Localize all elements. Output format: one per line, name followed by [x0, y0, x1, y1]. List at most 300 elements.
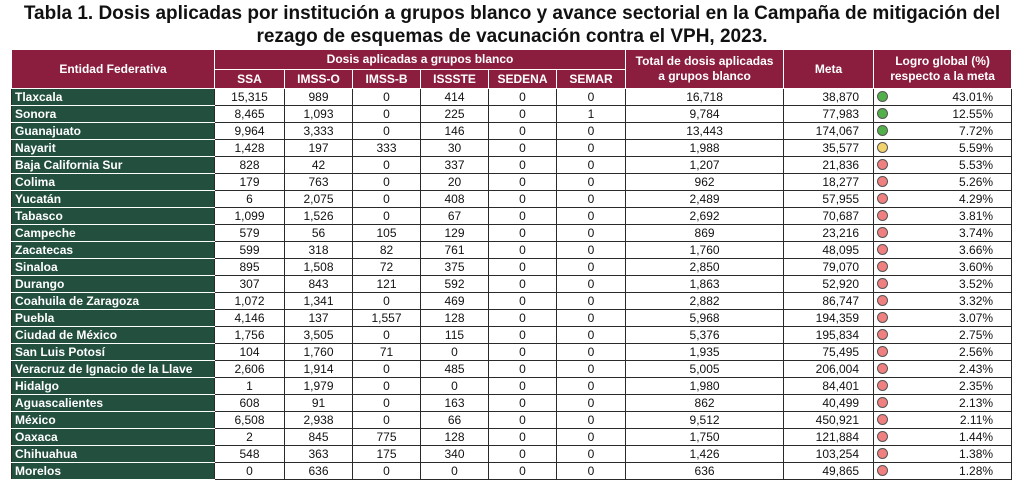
table-row [12, 191, 1012, 208]
meta-cell: 86,747 [784, 293, 874, 310]
status-dot-icon [877, 125, 888, 136]
imss-b-cell: 72 [353, 259, 421, 276]
meta-cell: 21,836 [784, 157, 874, 174]
ssa-cell: 1 [215, 378, 285, 395]
logro-cell [874, 412, 1012, 429]
ssa-cell: 6 [215, 191, 285, 208]
header-logro [874, 50, 1012, 89]
imss-o-cell: 91 [285, 395, 353, 412]
ssa-cell: 1,756 [215, 327, 285, 344]
header-ssa: SSA [215, 70, 285, 89]
ssa-cell: 548 [215, 446, 285, 463]
issste-cell: 337 [421, 157, 489, 174]
status-dot-icon [877, 346, 888, 357]
status-dot-icon [877, 295, 888, 306]
imss-b-cell: 121 [353, 276, 421, 293]
semar-cell: 0 [557, 327, 626, 344]
table-row [12, 395, 1012, 412]
ssa-cell: 307 [215, 276, 285, 293]
ssa-cell: 2 [215, 429, 285, 446]
table-row [12, 412, 1012, 429]
status-dot-icon [877, 176, 888, 187]
imss-b-cell: 0 [353, 395, 421, 412]
semar-cell: 0 [557, 446, 626, 463]
meta-cell: 174,067 [784, 123, 874, 140]
imss-b-cell: 0 [353, 89, 421, 106]
issste-cell: 146 [421, 123, 489, 140]
imss-o-cell: 763 [285, 174, 353, 191]
entidad-cell: Morelos [12, 463, 215, 480]
logro-cell [874, 123, 1012, 140]
semar-cell: 0 [557, 208, 626, 225]
logro-cell [874, 429, 1012, 446]
logro-value: 5.26% [959, 175, 994, 189]
header-entidad: Entidad Federativa [12, 50, 215, 89]
total-cell: 2,850 [626, 259, 784, 276]
logro-value: 5.53% [959, 158, 994, 172]
imss-b-cell: 0 [353, 191, 421, 208]
issste-cell: 761 [421, 242, 489, 259]
semar-cell: 0 [557, 191, 626, 208]
semar-cell: 0 [557, 174, 626, 191]
sedena-cell: 0 [489, 140, 557, 157]
semar-cell: 0 [557, 276, 626, 293]
entidad-cell: Tabasco [12, 208, 215, 225]
status-dot-icon [877, 159, 888, 170]
header-imss-o: IMSS-O [285, 70, 353, 89]
imss-o-cell: 1,979 [285, 378, 353, 395]
imss-o-cell: 56 [285, 225, 353, 242]
entidad-cell: Chihuahua [12, 446, 215, 463]
semar-cell: 0 [557, 242, 626, 259]
title-line-1: Tabla 1. Dosis aplicadas por institución a grupos blanco y avance sectorial en la Campaña de mitigación del [23, 3, 1001, 24]
ssa-cell: 0 [215, 463, 285, 480]
entidad-cell: México [12, 412, 215, 429]
table-row [12, 89, 1012, 106]
imss-b-cell: 0 [353, 327, 421, 344]
total-cell: 5,376 [626, 327, 784, 344]
status-dot-icon [877, 312, 888, 323]
logro-cell [874, 157, 1012, 174]
logro-cell [874, 208, 1012, 225]
entidad-cell: Aguascalientes [12, 395, 215, 412]
entidad-cell: Veracruz de Ignacio de la Llave [12, 361, 215, 378]
issste-cell: 0 [421, 463, 489, 480]
imss-b-cell: 0 [353, 157, 421, 174]
header-imss-b: IMSS-B [353, 70, 421, 89]
logro-cell [874, 293, 1012, 310]
imss-o-cell: 843 [285, 276, 353, 293]
total-cell: 2,882 [626, 293, 784, 310]
total-cell: 862 [626, 395, 784, 412]
status-dot-icon [877, 142, 888, 153]
imss-o-cell: 989 [285, 89, 353, 106]
logro-value: 3.52% [959, 277, 994, 291]
total-cell: 636 [626, 463, 784, 480]
meta-cell: 35,577 [784, 140, 874, 157]
table-row [12, 259, 1012, 276]
sedena-cell: 0 [489, 208, 557, 225]
semar-cell: 0 [557, 395, 626, 412]
meta-cell: 79,070 [784, 259, 874, 276]
issste-cell: 225 [421, 106, 489, 123]
sedena-cell: 0 [489, 225, 557, 242]
logro-value: 2.35% [959, 379, 994, 393]
issste-cell: 129 [421, 225, 489, 242]
status-dot-icon [877, 363, 888, 374]
logro-cell [874, 174, 1012, 191]
logro-cell [874, 242, 1012, 259]
semar-cell: 0 [557, 225, 626, 242]
issste-cell: 128 [421, 310, 489, 327]
issste-cell: 115 [421, 327, 489, 344]
table-row [12, 446, 1012, 463]
imss-o-cell: 363 [285, 446, 353, 463]
entidad-cell: Campeche [12, 225, 215, 242]
logro-value: 3.66% [959, 243, 994, 257]
issste-cell: 375 [421, 259, 489, 276]
imss-o-cell: 2,938 [285, 412, 353, 429]
total-cell: 1,980 [626, 378, 784, 395]
issste-cell: 592 [421, 276, 489, 293]
meta-cell: 75,495 [784, 344, 874, 361]
entidad-cell: Guanajuato [12, 123, 215, 140]
imss-b-cell: 105 [353, 225, 421, 242]
table-row [12, 140, 1012, 157]
status-dot-icon [877, 261, 888, 272]
entidad-cell: Coahuila de Zaragoza [12, 293, 215, 310]
imss-o-cell: 845 [285, 429, 353, 446]
semar-cell: 0 [557, 378, 626, 395]
logro-value: 2.43% [959, 362, 994, 376]
table-row [12, 293, 1012, 310]
sedena-cell: 0 [489, 174, 557, 191]
sedena-cell: 0 [489, 395, 557, 412]
semar-cell: 0 [557, 89, 626, 106]
header-total-line1: Total de dosis aplicadas [635, 54, 774, 68]
ssa-cell: 9,964 [215, 123, 285, 140]
logro-cell [874, 327, 1012, 344]
entidad-cell: Hidalgo [12, 378, 215, 395]
status-dot-icon [877, 227, 888, 238]
ssa-cell: 6,508 [215, 412, 285, 429]
total-cell: 2,692 [626, 208, 784, 225]
total-cell: 16,718 [626, 89, 784, 106]
meta-cell: 49,865 [784, 463, 874, 480]
total-cell: 2,489 [626, 191, 784, 208]
meta-cell: 48,095 [784, 242, 874, 259]
entidad-cell: Sinaloa [12, 259, 215, 276]
title-line-2: rezago de esquemas de vacunación contra el VPH, 2023. [256, 26, 768, 47]
imss-o-cell: 1,914 [285, 361, 353, 378]
vaccination-table [11, 49, 1012, 480]
imss-b-cell: 71 [353, 344, 421, 361]
sedena-cell: 0 [489, 242, 557, 259]
meta-cell: 52,920 [784, 276, 874, 293]
issste-cell: 128 [421, 429, 489, 446]
issste-cell: 66 [421, 412, 489, 429]
logro-cell [874, 344, 1012, 361]
ssa-cell: 1,072 [215, 293, 285, 310]
table-row [12, 361, 1012, 378]
meta-cell: 195,834 [784, 327, 874, 344]
entidad-cell: San Luis Potosí [12, 344, 215, 361]
imss-b-cell: 0 [353, 293, 421, 310]
imss-o-cell: 3,333 [285, 123, 353, 140]
imss-o-cell: 318 [285, 242, 353, 259]
table-title [0, 0, 1024, 47]
total-cell: 1,935 [626, 344, 784, 361]
sedena-cell: 0 [489, 191, 557, 208]
status-dot-icon [877, 414, 888, 425]
status-dot-icon [877, 431, 888, 442]
entidad-cell: Oaxaca [12, 429, 215, 446]
ssa-cell: 2,606 [215, 361, 285, 378]
logro-cell [874, 89, 1012, 106]
sedena-cell: 0 [489, 429, 557, 446]
semar-cell: 0 [557, 259, 626, 276]
imss-b-cell: 0 [353, 174, 421, 191]
logro-cell [874, 276, 1012, 293]
imss-b-cell: 175 [353, 446, 421, 463]
sedena-cell: 0 [489, 259, 557, 276]
entidad-cell: Nayarit [12, 140, 215, 157]
status-dot-icon [877, 244, 888, 255]
issste-cell: 163 [421, 395, 489, 412]
imss-o-cell: 137 [285, 310, 353, 327]
total-cell: 1,863 [626, 276, 784, 293]
logro-value: 2.75% [959, 328, 994, 342]
semar-cell: 0 [557, 310, 626, 327]
issste-cell: 408 [421, 191, 489, 208]
status-dot-icon [877, 108, 888, 119]
table-row [12, 123, 1012, 140]
logro-cell [874, 140, 1012, 157]
imss-o-cell: 2,075 [285, 191, 353, 208]
logro-value: 5.59% [959, 141, 994, 155]
meta-cell: 40,499 [784, 395, 874, 412]
logro-cell [874, 395, 1012, 412]
sedena-cell: 0 [489, 123, 557, 140]
table-row [12, 225, 1012, 242]
semar-cell: 0 [557, 140, 626, 157]
header-total [626, 50, 784, 89]
entidad-cell: Puebla [12, 310, 215, 327]
issste-cell: 340 [421, 446, 489, 463]
entidad-cell: Tlaxcala [12, 89, 215, 106]
logro-cell [874, 378, 1012, 395]
imss-b-cell: 0 [353, 208, 421, 225]
ssa-cell: 608 [215, 395, 285, 412]
header-logro-line1: Logro global (%) [895, 54, 990, 68]
ssa-cell: 1,428 [215, 140, 285, 157]
logro-value: 43.01% [952, 90, 994, 104]
imss-b-cell: 82 [353, 242, 421, 259]
ssa-cell: 179 [215, 174, 285, 191]
total-cell: 1,760 [626, 242, 784, 259]
semar-cell: 0 [557, 412, 626, 429]
status-dot-icon [877, 397, 888, 408]
total-cell: 5,968 [626, 310, 784, 327]
total-cell: 1,750 [626, 429, 784, 446]
table-row [12, 344, 1012, 361]
logro-value: 12.55% [952, 107, 994, 121]
header-meta: Meta [784, 50, 874, 89]
table-row [12, 378, 1012, 395]
imss-o-cell: 636 [285, 463, 353, 480]
semar-cell: 0 [557, 123, 626, 140]
imss-b-cell: 333 [353, 140, 421, 157]
header-issste: ISSSTE [421, 70, 489, 89]
vaccination-table-container [11, 49, 1011, 480]
logro-cell [874, 225, 1012, 242]
logro-value: 2.13% [959, 396, 994, 410]
logro-value: 1.44% [959, 430, 994, 444]
table-row [12, 157, 1012, 174]
sedena-cell: 0 [489, 412, 557, 429]
sedena-cell: 0 [489, 89, 557, 106]
ssa-cell: 599 [215, 242, 285, 259]
ssa-cell: 1,099 [215, 208, 285, 225]
issste-cell: 0 [421, 378, 489, 395]
status-dot-icon [877, 448, 888, 459]
meta-cell: 121,884 [784, 429, 874, 446]
imss-b-cell: 0 [353, 412, 421, 429]
status-dot-icon [877, 193, 888, 204]
imss-b-cell: 0 [353, 123, 421, 140]
status-dot-icon [877, 91, 888, 102]
logro-cell [874, 361, 1012, 378]
status-dot-icon [877, 380, 888, 391]
sedena-cell: 0 [489, 446, 557, 463]
logro-value: 3.32% [959, 294, 994, 308]
entidad-cell: Baja California Sur [12, 157, 215, 174]
status-dot-icon [877, 210, 888, 221]
header-total-line2: a grupos blanco [658, 69, 751, 83]
total-cell: 9,784 [626, 106, 784, 123]
issste-cell: 414 [421, 89, 489, 106]
imss-o-cell: 42 [285, 157, 353, 174]
meta-cell: 206,004 [784, 361, 874, 378]
sedena-cell: 0 [489, 310, 557, 327]
logro-value: 1.38% [959, 447, 994, 461]
imss-o-cell: 1,526 [285, 208, 353, 225]
meta-cell: 194,359 [784, 310, 874, 327]
logro-value: 3.81% [959, 209, 994, 223]
total-cell: 1,426 [626, 446, 784, 463]
issste-cell: 67 [421, 208, 489, 225]
imss-b-cell: 0 [353, 378, 421, 395]
meta-cell: 77,983 [784, 106, 874, 123]
header-sedena: SEDENA [489, 70, 557, 89]
logro-cell [874, 310, 1012, 327]
issste-cell: 0 [421, 344, 489, 361]
total-cell: 13,443 [626, 123, 784, 140]
sedena-cell: 0 [489, 106, 557, 123]
semar-cell: 0 [557, 344, 626, 361]
ssa-cell: 4,146 [215, 310, 285, 327]
imss-o-cell: 197 [285, 140, 353, 157]
status-dot-icon [877, 278, 888, 289]
total-cell: 869 [626, 225, 784, 242]
table-row [12, 327, 1012, 344]
imss-o-cell: 1,341 [285, 293, 353, 310]
imss-o-cell: 1,508 [285, 259, 353, 276]
logro-value: 7.72% [959, 124, 994, 138]
entidad-cell: Zacatecas [12, 242, 215, 259]
header-semar: SEMAR [557, 70, 626, 89]
sedena-cell: 0 [489, 344, 557, 361]
table-body [12, 89, 1012, 480]
ssa-cell: 828 [215, 157, 285, 174]
logro-cell [874, 259, 1012, 276]
sedena-cell: 0 [489, 463, 557, 480]
status-dot-icon [877, 465, 888, 476]
logro-cell [874, 463, 1012, 480]
table-row [12, 463, 1012, 480]
semar-cell: 1 [557, 106, 626, 123]
total-cell: 1,207 [626, 157, 784, 174]
imss-b-cell: 0 [353, 106, 421, 123]
ssa-cell: 15,315 [215, 89, 285, 106]
meta-cell: 23,216 [784, 225, 874, 242]
sedena-cell: 0 [489, 327, 557, 344]
table-row [12, 242, 1012, 259]
logro-value: 4.29% [959, 192, 994, 206]
meta-cell: 57,955 [784, 191, 874, 208]
ssa-cell: 579 [215, 225, 285, 242]
semar-cell: 0 [557, 157, 626, 174]
issste-cell: 20 [421, 174, 489, 191]
total-cell: 1,988 [626, 140, 784, 157]
total-cell: 5,005 [626, 361, 784, 378]
semar-cell: 0 [557, 361, 626, 378]
meta-cell: 18,277 [784, 174, 874, 191]
header-logro-line2: respecto a la meta [890, 69, 995, 83]
meta-cell: 84,401 [784, 378, 874, 395]
logro-cell [874, 191, 1012, 208]
entidad-cell: Ciudad de México [12, 327, 215, 344]
ssa-cell: 895 [215, 259, 285, 276]
issste-cell: 469 [421, 293, 489, 310]
table-row [12, 429, 1012, 446]
imss-o-cell: 1,760 [285, 344, 353, 361]
semar-cell: 0 [557, 293, 626, 310]
meta-cell: 70,687 [784, 208, 874, 225]
logro-cell [874, 446, 1012, 463]
meta-cell: 103,254 [784, 446, 874, 463]
entidad-cell: Durango [12, 276, 215, 293]
total-cell: 962 [626, 174, 784, 191]
table-row [12, 310, 1012, 327]
table-row [12, 276, 1012, 293]
table-row [12, 106, 1012, 123]
status-dot-icon [877, 329, 888, 340]
logro-value: 2.56% [959, 345, 994, 359]
meta-cell: 450,921 [784, 412, 874, 429]
ssa-cell: 104 [215, 344, 285, 361]
meta-cell: 38,870 [784, 89, 874, 106]
logro-value: 1.28% [959, 464, 994, 478]
semar-cell: 0 [557, 429, 626, 446]
total-cell: 9,512 [626, 412, 784, 429]
imss-b-cell: 0 [353, 463, 421, 480]
sedena-cell: 0 [489, 276, 557, 293]
entidad-cell: Sonora [12, 106, 215, 123]
imss-o-cell: 3,505 [285, 327, 353, 344]
issste-cell: 485 [421, 361, 489, 378]
sedena-cell: 0 [489, 378, 557, 395]
